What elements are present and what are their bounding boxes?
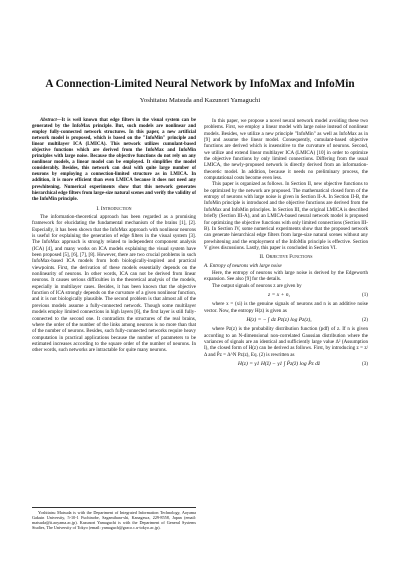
equation-1-number: (1) [362,291,368,298]
paragraph-organization: This paper is organized as follows. In Section II, new objective functions to be optimized by the network are proposed. The mathematical closed form of the entropy of neurons with large noise is given in Section II-A. In Section II-B, the InfoMin principle is introduced and the objective functions are derived from the InfoMax and InfoMin principles. In Section III, the original LMICA is described briefly (Section III-A), and an LMICA-based neural network model is proposed for optimizing the objective functions with only limited connections (Section III-B). In Section IV, some numerical experiments show that the proposed network can generate hierarchical edge filters from large-size natural scenes without any prewhitening and the employment of the InfoMin principle is effective. Section V gives discussions. Lastly, this paper is concluded in Section VI. [204,181,368,251]
subsection-heading-entropy: A. Entropy of neurons with large noise [204,262,282,269]
equation-1 [204,292,368,298]
abstract-lead: Abstract [40,118,57,123]
footnote-text: Yoshitatsu Matsuda is with the Department of Integrated Information Technology, Aoyama Gakuin University, 5-10-1 Fuchinobe, Sagamihara-shi, Kanagawa, 229-8558, Japan (email: matsuda@it.aoyama.ac.jp). Kazunori Yamaguchi is with the Department of General Systems Studies, The University of Tokyo (email: yamaguch@graco.c.u-tokyo.ac.jp). [32,510,196,531]
equation-2 [204,317,368,323]
introduction-paragraph: The information-theoretical approach has been regarded as a promising framework for elucidating the fundamental mechanism of the brains [1], [2]. Especially, it has been shown that the InfoMax approach with nonlinear neurons is useful for explaining the generation of edge filters in the visual system [3]. The InfoMax approach is strongly related to independent component analysis (ICA) [4], and many works on ICA models explaining the visual system have been proposed [5], [6], [7], [8]. However, there are two crucial problems in such InfoMax-based ICA models from both biologically-inspired and practical viewpoints. First, the derivation of these models essentially depends on the nonlinearity of neurons. In other words, ICA can not be derived from linear neurons. It causes serious difficulties in the theoretical analysis of the models, especially in multilayer cases. Besides, it has been known that the objective function of ICA strongly depends on the curvature of a given nonlinear function, and it is not biologically plausible. The second problem is that almost all of the previous models assume a fully-connected network. Though some multilayer models employ limited connections in high layers [6], the first layer is still fully-connected to the second one. It contradicts the structures of the real brains, where the order of the number of the links among neurons is no more than that of the number of neurons. Besides, such fully-connected networks require heavy computation in practical applications because the number of parameters to be estimated increases according to the square order of the number of neurons. In other words, such networks are intractable for quite many neurons. [32,214,196,354]
equation-3-body: H(z) = γ1 H(z̄) − γ1 ∫ P̄z(z̄) log P̄z dz̄ [237,361,321,368]
paragraph-output-signals: The output signals of neurons z are given by [212,282,302,289]
left-column [32,118,196,354]
equation-3-number: (3) [362,361,368,368]
equation-2-body: H(z) = − ∫ dz Pz(z) log Pz(z), [246,316,312,323]
section-heading-introduction: I. Introduction [96,205,132,212]
equation-3 [204,361,368,367]
abstract-text: —It is well known that edge filters in the visual system can be generated by the InfoMax principle. But, such models are nonlinear and employ fully-connected network structures. In this paper, a new artificial network model is proposed, which is based on the "InfoMin" principle and linear multilayer ICA (LMICA). This network utilizes cumulant-based objective functions which are derived from the InfoMax and InfoMin principles with large noise. Because the objective functions do not rely on any nonlinear models, a linear model can be employed. It simplifies the model considerably. Besides, this network can deal with quite large number of neurons by employing a connection-limited structure as in LMICA. In addition, it is more efficient than even LMICA because it does not need any prewhitening. Numerical experiments show that this network generates hierarchical edge filters from large-size natural scenes and verify the validity of the InfoMin principle. [32,118,196,202]
equation-2-number: (2) [362,316,368,323]
author-footnote [32,507,196,530]
paragraph-pdf: where Pz(z) is the probability distribution function (pdf) of z. If n is given according to an N-dimensional non-correlated Gaussian distribution where the variances of signals are an identical and sufficiently large value Δ² (Assumption I), the closed form of H(z) can be derived as follows. First, by introducing z = z/Δ and P̄z = Δ^N Pz(z), Eq. (2) is rewritten as [204,326,368,358]
paragraph-overview: In this paper, we propose a novel neural network model avoiding these two problems. First, we employ a linear model with large noise instead of nonlinear models. Besides, we utilize a new principle "InfoMin" as well as InfoMax as in [9] and assume the linear model. Consequently, cumulant-based objective functions are derived which is insensitive to the curvature of neurons. Second, we utilize and extend linear multilayer ICA (LMICA) [10] in order to optimize the objective functions by only limited connections. Differing from the usual LMICA, the newly-proposed network is directly derived from an information-theoretic model. In addition, because it needs no preliminary process, the computational costs become even less. [204,118,368,182]
paragraph-entropy-intro: Here, the entropy of neurons with large noise is derived by the Edgeworth expansion. See also [9] for the details. [204,269,368,283]
right-column [204,118,368,370]
paper-title: A Connection-Limited Neural Network by InfoMax and InfoMin [45,78,355,90]
section-heading-objective-functions: II. Objective Functions [259,254,313,261]
paper-authors: Yoshitatsu Matsuda and Kazunori Yamaguchi [139,97,261,104]
equation-1-body: z = x + n, [268,291,290,298]
paragraph-entropy-definition: where x = (xi) is the genuine signals of neurons and n is an additive noise vector. Now, the entropy H(z) is given as [204,301,368,314]
abstract [32,118,196,203]
